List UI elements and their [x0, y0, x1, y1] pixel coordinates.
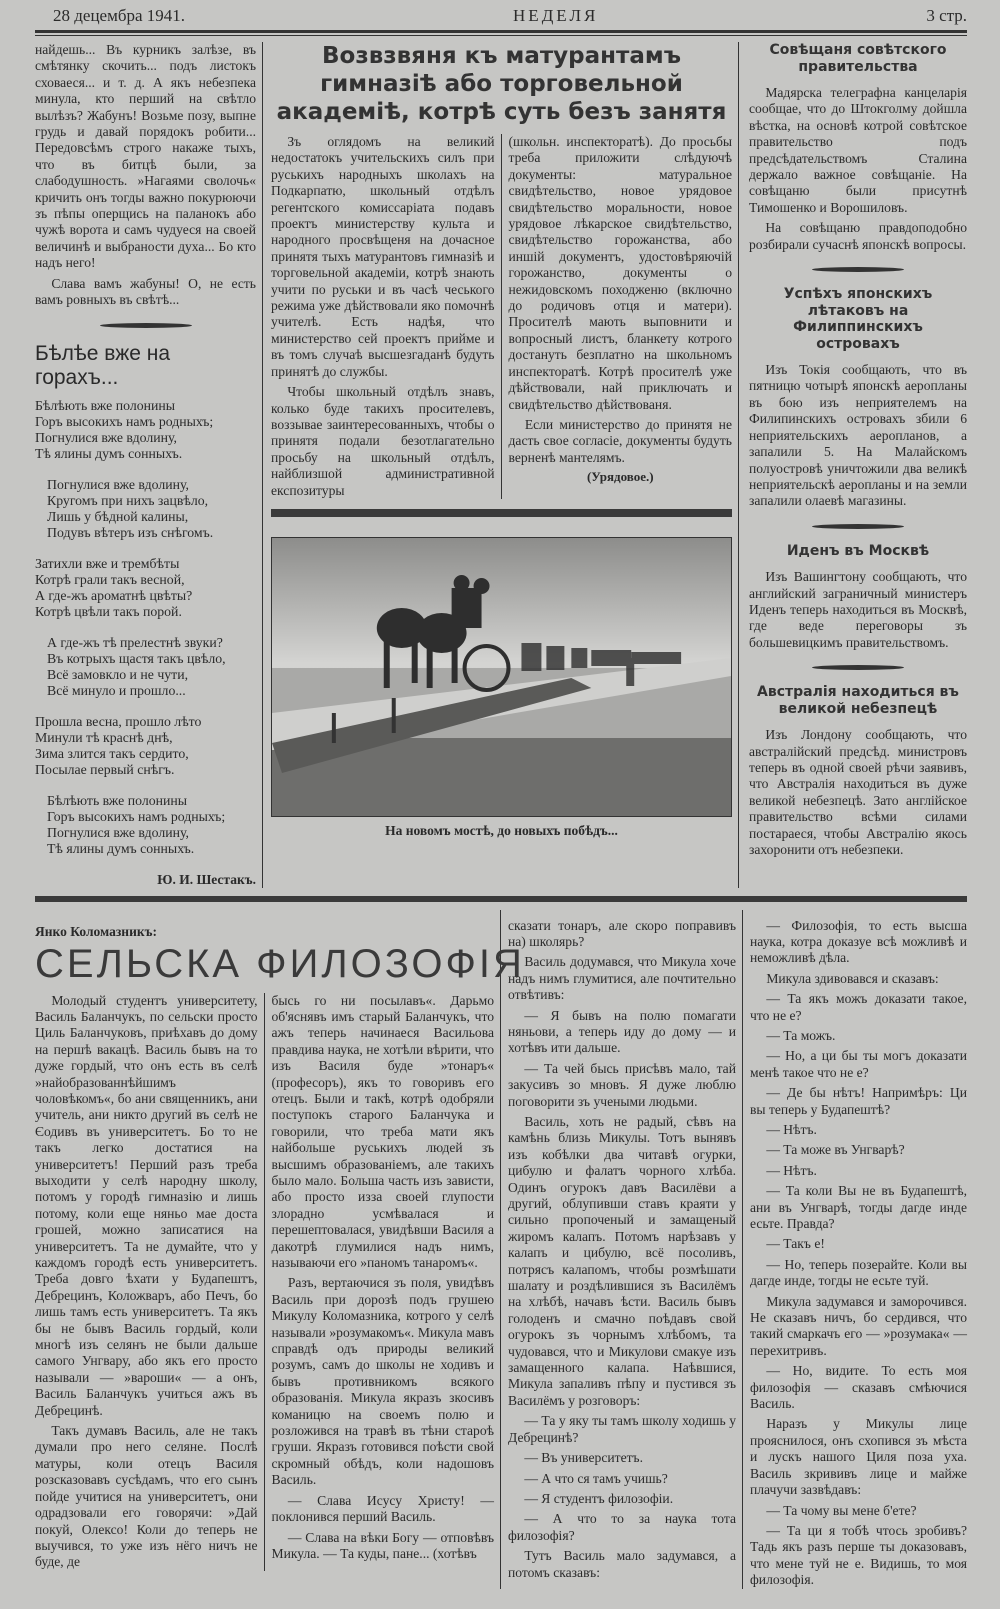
poem-line: Бѣлѣють вже полонины — [35, 397, 176, 413]
poem-line: Погнулися вже вдолину, — [47, 824, 189, 840]
paragraph: — Та чей бысь присѣвъ мало, тай закусивъ зо мновъ. Я дуже люблю поговорити зъ учеными людьми. — [508, 1060, 736, 1109]
paragraph: сказати тонаръ, але скоро поправивъ на) школярь? — [508, 917, 736, 949]
poem-line: Всё замовкло и не чути, — [47, 666, 189, 682]
paragraph: Изъ Токія сообщають, что въ пятницю чотырѣ японскѣ аеропланы въ бою изъ неприятелемъ на Филипинскихъ островахъ збили 6 неприятельскихъ аеропланов, а запалили 5. На Малайскомъ полуостровѣ уничтожили два великѣ неприятельскѣ аеропланы и на земли запалили олаевѣ магазины. — [749, 362, 967, 509]
poem-line: Тѣ ялины думъ сонныхъ. — [47, 840, 195, 856]
news-headline: Австралія находиться въ великой небезпецѣ — [757, 684, 959, 717]
section-rule — [35, 896, 967, 902]
story-left — [35, 910, 525, 1589]
poem-line: Всё минуло и прошло... — [47, 682, 186, 698]
poem-stanza — [35, 714, 256, 778]
left-article-continuation — [35, 42, 256, 309]
poem-line: Подувъ вѣтеръ изъ снѣгомъ. — [47, 524, 214, 540]
paragraph: — Та можъ. — [766, 1027, 836, 1043]
paragraph: — Та чому вы мене б'ете? — [766, 1502, 917, 1518]
paragraph: Микула здивовався и сказавъ: — [766, 970, 939, 986]
poem-line: Горъ высокихъ намъ родныхъ; — [35, 413, 214, 429]
poem-line: Горъ высокихъ намъ родныхъ; — [47, 808, 226, 824]
paragraph: Изъ Лондону сообщають, что австралійский предсѣд. министровъ теперь въ одной своей рѣчи заявивъ, что Австралія находиться въ дуже великой небезпецѣ. Зато англійское правительство всѣми силами постараеся, чтобы Австралію якось захоронити отъ небезпеки. — [749, 727, 967, 858]
paragraph: — Филозофія, то есть высша наука, котра доказуе всѣ можливѣ и неможливѣ дѣла. — [750, 917, 967, 966]
paragraph: — А что то за наука тота филозофія? — [508, 1511, 736, 1543]
page-header — [35, 6, 967, 30]
paragraph: Изъ Вашингтону сообщають, что английский заграничный министеръ Иденъ теперь находиться въ Москвѣ, где веде переговоры зъ большевицкимъ правительствомъ. — [749, 569, 967, 650]
paragraph: — Я бывъ на полю помагати няньови, а теперь иду до дому — и хотѣвъ ити дальше. — [508, 1007, 736, 1056]
story-column-4 — [743, 910, 967, 1589]
photo-bridge-convoy — [271, 537, 732, 817]
paragraph: — Слава Исусу Христу! — поклонився перший Василь. — [271, 1492, 494, 1525]
paragraph: Слава вамъ жабуны! О, не есть вамъ ровныхъ въ свѣтѣ... — [35, 275, 256, 308]
story-column-2 — [265, 993, 495, 1571]
poem-line: Бѣлѣють вже полонины — [47, 792, 188, 808]
section-divider-ornament — [812, 665, 904, 670]
paragraph: Наразъ у Микулы лице прояснилося, онъ схопився зъ мѣста и лускъ нашого Циля поза уха. Василь зкрививъ лице и майже плачучи зазвѣдавъ: — [750, 1416, 967, 1498]
paragraph: — А что ся тамъ учишь? — [524, 1470, 668, 1486]
poem-stanza — [35, 477, 256, 541]
paragraph: — Та ци я тобѣ чтось зробивъ? Тадь якъ разъ перше ты доказовавъ, что мене туй не е. Видишь, то моя филозофія. — [750, 1522, 967, 1588]
poem-line: Котрѣ цвѣли такъ порой. — [35, 603, 182, 619]
poem-line: Зима злится такъ сердито, — [35, 745, 189, 761]
right-news-column — [739, 42, 967, 888]
paragraph: Чтобы школьный отдѣлъ знавъ, колько буде такихъ просителевъ, воззывае заинтересованныхъ, чтобы о принятя подали безотлагательно просьбу на школьный отдѣлъ, найблизшой административной експозитуры — [271, 384, 495, 498]
poem-stanza — [35, 556, 256, 620]
paragraph: — Де бы нѣтъ! Напримѣръ: Ци вы теперь у Будапештѣ? — [750, 1085, 967, 1117]
paragraph: Такъ думавъ Василь, але не такъ думали про него селяне. Послѣ матуры, коли отецъ Василя розсказовавъ сусѣдамъ, что его сынъ пойде учитися на университетъ, они одрадзовали его говорячи: »Дай покуй, Олексо! Коли до теперь не выучився, то уже изъ нёго ничъ не буде, де — [35, 1423, 258, 1570]
appeal-column-1 — [271, 134, 502, 499]
poem-line: Кругомъ при нихъ зацвѣло, — [47, 492, 209, 508]
section-divider-ornament — [100, 323, 192, 328]
poem-stanza — [35, 635, 256, 699]
paragraph: — Но, а ци бы ты могъ доказати менѣ такое что не е? — [750, 1048, 967, 1080]
paragraph: (школьн. инспекторатѣ). До просьбы треба приложити слѣдуючѣ документы: матуральное свидѣтельство, новое урядовое свидѣтельство моральности, новое урядовое лѣкарское свидѣтельство, свидѣтельство горожанства, або иншій документъ, удостовѣряючій горожанство, документы о нежидовскомъ походженю (включно до родичовъ отця и матери). Просителѣ мають выповнити и вопросный листъ, бланкету котрого достануть безплатно на школьномъ инспекторатѣ. Котрѣ просителѣ уже дѣйствовали, най приключать и свидѣтельство дѣйствованя. — [508, 134, 732, 412]
paragraph: найдешь... Въ курникъ залѣзе, въ смѣтянку скочить... подъ листокъ сховаеся... и т. д. А якъ небезпека минула, кто перший на свѣтло вылѣзъ? Жабунъ! Возьме позу, выпне грудь и давай порядокъ робити... Передовсѣмъ строго накаже тыхъ, что въ битцѣ были, за слабодушность. »Нагаями сволочь« кричить онъ тогды важно покурюючи зъ пѣпы оперщись на паланокъ або чужѣ ворота и самъ чудуеся на своей величинѣ и выбраности духа... Бо кто надъ него! — [35, 42, 256, 271]
appeal-body — [271, 134, 732, 499]
story-section — [35, 910, 967, 1589]
poem-line: Тѣ ялины думъ сонныхъ. — [35, 445, 183, 461]
photo-caption: На новомъ мостѣ, до новыхъ побѣдъ... — [385, 822, 618, 838]
paragraph: Микула задумався и заморочився. Не сказавъ ничъ, бо сердився, что такий смаркачъ его — »розумака« — перехитривъ. — [750, 1293, 967, 1358]
poem-line: Затихли вже и трембѣты — [35, 555, 180, 571]
poem-line: Посылае первый снѣгъ. — [35, 761, 175, 777]
poem-title: Бѣлѣе вже на горахъ... — [35, 341, 171, 389]
paragraph: — Но, видите. То есть моя филозофія — сказавъ смѣючися Василь. — [750, 1363, 967, 1412]
news-item — [749, 543, 967, 652]
paragraph: — Та у яку ты тамъ школу ходишь у Дебрецинѣ? — [508, 1413, 736, 1445]
poem-line: Погнулися вже вдолину, — [47, 476, 189, 492]
paragraph: Тутъ Василь мало задумався, а потомъ сказавъ: — [508, 1548, 736, 1580]
poem-author: Ю. И. Шестакъ. — [157, 871, 256, 887]
paragraph: — Та якъ можъ доказати такое, что не е? — [750, 991, 967, 1023]
header-rule-thin — [35, 35, 967, 36]
appeal-column-2 — [502, 134, 733, 499]
news-item — [749, 684, 967, 858]
paragraph: — Слава на вѣки Богу — отповѣвъ Микула. — Та куды, пане... (хотѣвъ — [271, 1529, 494, 1561]
page-number: 3 стр. — [926, 6, 967, 25]
center-column — [263, 42, 739, 888]
poem-line: Лишь у бѣдной калины, — [47, 508, 189, 524]
paragraph: Василь додумався, что Микула хоче надъ нимъ глумитися, але почтительно отвѣтивъ: — [508, 954, 736, 1003]
paragraph: — Такъ е! — [766, 1236, 825, 1252]
paragraph: — Та коли Вы не въ Будапештѣ, ани въ Унгварѣ, тогды дагде инде есьте. Правда? — [750, 1183, 967, 1231]
left-column — [35, 42, 263, 888]
paragraph: Мадярска телеграфна канцеларія сообщае, что до Штокголму дойшла вѣстка, на основѣ котрой совѣтское правительство подъ предсѣдательствомъ Сталина держало важное совѣщаніе. На совѣщаню были присутнѣ Тимошенко и Ворошиловъ. — [749, 85, 967, 215]
newspaper-name: НЕДЕЛЯ — [513, 6, 599, 25]
poem-line: А где-жъ тѣ прелестнѣ звуки? — [47, 634, 223, 650]
news-headline: Совѣщаня совѣтского правительства — [769, 42, 947, 75]
story-author: Янко Коломазникъ: — [35, 923, 157, 939]
paragraph: — Нѣтъ. — [766, 1121, 817, 1137]
header-rule — [35, 30, 967, 33]
issue-date: 28 децембра 1941. — [53, 6, 186, 25]
poem-line: А где-жъ ароматнѣ цвѣты? — [35, 587, 193, 603]
poem — [35, 398, 256, 857]
paragraph: — Въ университетъ. — [524, 1450, 643, 1466]
news-item — [749, 42, 967, 253]
paragraph: бысь го ни посылавъ«. Дарьмо об'яснявъ имъ старый Баланчукъ, что ажъ теперь начинаеся Васильова правдива наука, не хотѣли вѣрити, что изъ Василя буде »тонаръ« (професоръ), якъ то говоривъ его отецъ. Были и такѣ, котрѣ одобряли поступокъ старого Баланчука и говорили, что треба мати якъ найбольше руськихъ людей зъ высшимъ образованіемъ, але такихъ было мало. Больша часть изъ зависти, або просто изза своей глупости злорадно усмѣвалася и перешептовалася, увидѣвши Василя а дакотрѣ глумилися надъ нимъ, называючи его »паномъ танаромъ«. — [271, 992, 494, 1270]
paragraph: — Та може въ Унгварѣ? — [766, 1142, 905, 1158]
news-headline: Иденъ въ Москвѣ — [786, 542, 930, 559]
story-column-1 — [35, 993, 265, 1571]
appeal-source: (Урядовое.) — [586, 469, 654, 485]
poem-line: Погнулися вже вдолину, — [35, 429, 177, 445]
horse-cart-convoy-image — [272, 538, 731, 816]
poem-line: Минули тѣ краснѣ днѣ, — [35, 729, 173, 745]
poem-line: Котрѣ грали такъ весной, — [35, 571, 185, 587]
top-section — [35, 42, 967, 888]
paragraph: Василь, хоть не радый, сѣвъ на камѣнь близь Микулы. Тотъ вынявъ изъ кобѣлки два читавѣ огурки, цибулю и фалатъ чорного хлѣба. Одинъ огурокъ давъ Василёви а другий, облупивши ставъ краяти у сильно пропоченый и замащеный жиромъ калапъ. Потомъ нарѣзавъ у калапъ и цибулю, всё посоливъ, потрясъ калапомъ, чтобы розмѣшати шалату и роздѣлившися зъ Василёмъ на хлѣбѣ, начавъ ѣсти. Василь бывъ голоденъ и смачно поѣдавъ свой огурокъ зъ чорнымъ хлѣбомъ, та чудовався, что и Микулови смакуе изъ замащенного калапа. Наѣвшися, Микула запаливъ пѣпу и пустився зъ Василёмъ у розговоръ: — [508, 1113, 736, 1408]
poem-line: Прошла весна, прошло лѣто — [35, 713, 202, 729]
story-column-3 — [501, 910, 743, 1589]
paragraph: — Но, теперь позерайте. Коли вы дагде инде, тогды не есьте туй. — [750, 1256, 967, 1289]
poem-line: Въ котрыхъ щастя такъ цвѣло, — [47, 650, 226, 666]
news-item — [749, 286, 967, 510]
paragraph: Если министерство до принятя не дасть свое согласіе, документы будуть верненѣ мантелямъ. — [508, 416, 732, 465]
poem-stanza — [35, 398, 256, 462]
poem-stanza — [35, 793, 256, 857]
section-divider-ornament — [812, 267, 904, 272]
paragraph: Молодый студентъ университету, Василь Баланчукъ, по сельски просто Циль Баланчуковъ, приѣхавъ до дому на першѣ вакацѣ. Василь бывъ на то дуже гордый, что онъ есть въ селѣ »найобразованнѣйшимъ чоловѣкомъ«, бо ани священникъ, ани учитель, ани никто другий въ селѣ не Єодивъ въ университетъ. Бо то не такъ легко достатися на университетъ! Перший разъ треба выходити у селѣ народну школу, потомъ у городѣ гимназію и лишь потому, коли еще няньо мае доста грошей, можно записатися на университетъ. Та не думайте, что у каждомъ городѣ есть университетъ. Треба довго ѣхати у Будапештъ, Дебрецинъ, Коложваръ, або Печъ, бо лишь тамъ есть университетъ. Та якъ бы не бывъ Василь гордый, коли многѣ изъ селянъ не были дальше самого Унгвару, або якъ его просто называли — »вароши« — а онъ, Василь Баланчукъ учиться ажъ въ Дебрецинѣ. — [35, 992, 258, 1418]
appeal-bottom-bar — [271, 509, 732, 517]
story-title: СЕЛЬСКА ФИЛОЗОФІЯ — [35, 941, 525, 986]
news-headline: Успѣхъ японскихъ лѣтаковъ на Филиппинскихъ островахъ — [783, 286, 933, 352]
section-divider-ornament — [812, 524, 904, 529]
paragraph: Зъ оглядомъ на великий недостатокъ учительскихъ силъ при руськихъ народныхъ школахъ на Подкарпатю, школьный отдѣлъ регентского комиссаріата подавъ проектъ министерству культа и народного просвѣщеня на дочасное принятя тыхъ матурантовъ гимназіѣ и торговельной академіи, котрѣ знають учити по руськи и въ часѣ чеського режима уже дѣйствовали яко помочнѣ учителѣ. Есть надѣя, что министерство сей проектъ прийме и въ томъ случаѣ высшезгаданѣ будуть принятѣ до службы. — [271, 134, 495, 379]
appeal-headline: Возвзвяня къ матурантамъ гимназіѣ або торговельной академіѣ, котрѣ суть безъ занятя — [276, 43, 727, 125]
paragraph: Разъ, вертаючися зъ поля, увидѣвъ Василь при дорозѣ подъ грушею Микулу Коломазника, котрого у селѣ называли »розумакомъ«. Микула мавъ справдѣ одъ природы великий розумъ, самъ до школы не ходивъ и бывъ противникомъ всякого образованія. Микула якразъ зкосивъ команицю на своемъ полю и розложився на травѣ въ тѣни староѣ груши. Якразъ готовився поѣсти свой скромный обѣдъ, коли надошовъ Василь. — [271, 1275, 494, 1488]
paragraph: На совѣщаню правдоподобно розбирали сучаснѣ японскѣ вопросы. — [749, 220, 967, 252]
paragraph: — Нѣтъ. — [766, 1162, 817, 1178]
paragraph: — Я студентъ филозофіи. — [524, 1490, 674, 1506]
